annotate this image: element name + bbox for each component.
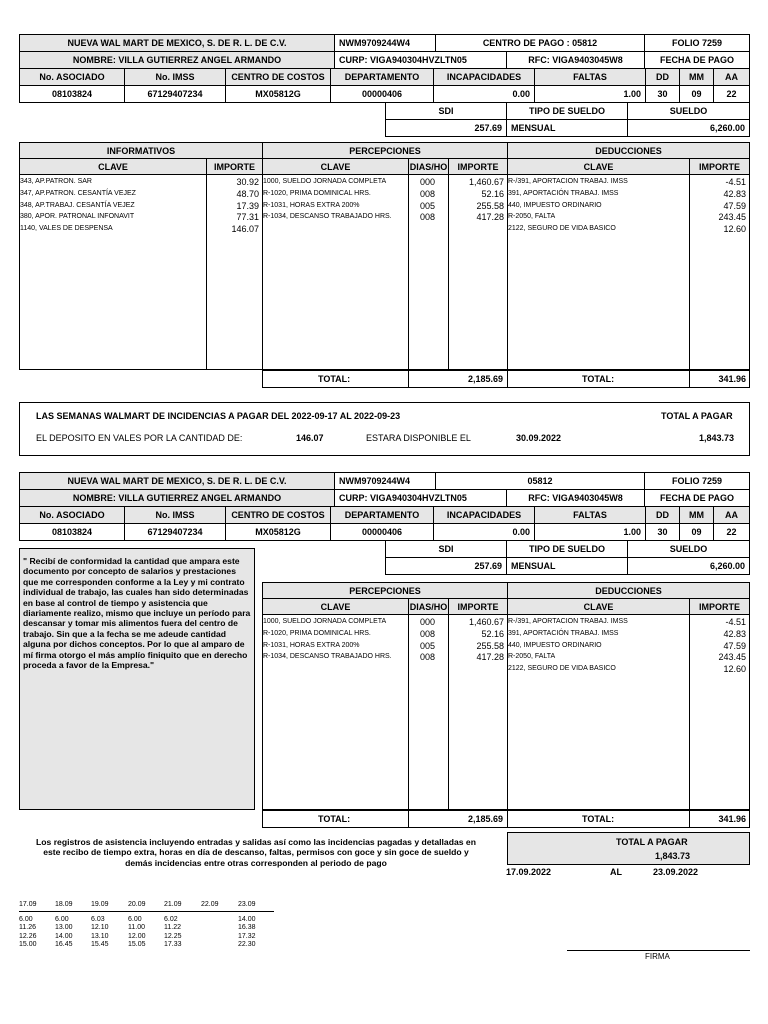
deduccion-clave: 391, APORTACIÓN TRABAJ. IMSS xyxy=(508,629,619,637)
header-incapacidades: INCAPACIDADES xyxy=(433,506,535,524)
value-mm: 09 xyxy=(679,85,714,103)
asistencia-divider xyxy=(19,911,274,912)
value-sueldo: 6,260.00 xyxy=(627,557,750,575)
header-sdi: SDI xyxy=(385,540,507,558)
percepcion-importe: 255.58 xyxy=(476,640,504,651)
header-dd: DD xyxy=(645,68,680,86)
header-asociado: No. ASOCIADO xyxy=(19,68,125,86)
value-asociado: 08103824 xyxy=(19,523,125,541)
value-tipo-sueldo: MENSUAL xyxy=(506,557,628,575)
company-rfc: NWM9709244W4 xyxy=(334,34,436,52)
value-aa: 22 xyxy=(713,85,750,103)
header-sueldo: SUELDO xyxy=(627,102,750,120)
percepcion-dias: 008 xyxy=(420,212,436,223)
deduccion-clave: R-/391, APORTACION TRABAJ. IMSS xyxy=(508,178,628,185)
total-a-pagar-label: TOTAL A PAGAR xyxy=(661,411,733,421)
asistencia-hora: 17.33 xyxy=(164,940,182,948)
asistencia-hora: 12.25 xyxy=(164,932,182,940)
value-departamento: 00000406 xyxy=(330,85,434,103)
value-incapacidades: 0.00 xyxy=(433,85,535,103)
value-centro_costos: MX05812G xyxy=(225,85,331,103)
deducciones-header: DEDUCCIONES xyxy=(507,142,750,159)
value-imss: 67129407234 xyxy=(124,523,226,541)
header-tipo-sueldo: TIPO DE SUELDO xyxy=(506,102,628,120)
value-mm: 09 xyxy=(679,523,714,541)
header-aa: AA xyxy=(713,506,750,524)
percepcion-clave: R-1034, DESCANSO TRABAJADO HRS. xyxy=(263,213,392,221)
deduccion-clave: R-/391, APORTACION TRABAJ. IMSS xyxy=(508,618,628,625)
informativo-clave: 380, APOR. PATRONAL INFONAVIT xyxy=(20,213,135,221)
asistencia-hora: 15.00 xyxy=(19,940,37,948)
percepcion-dias: 005 xyxy=(420,640,436,651)
header-aa: AA xyxy=(713,68,750,86)
informativo-importe: 30.92 xyxy=(236,177,259,187)
header-faltas: FALTAS xyxy=(534,68,646,86)
informativo-importe: 77.31 xyxy=(236,212,259,223)
asistencia-hora: 22.30 xyxy=(238,940,256,948)
deduccion-importe: 47.59 xyxy=(723,200,746,211)
informativo-importe: 48.70 xyxy=(236,188,259,199)
deduccion-importe: 243.45 xyxy=(718,212,746,223)
fecha-pago-label: FECHA DE PAGO xyxy=(644,51,750,69)
value-faltas: 1.00 xyxy=(534,85,646,103)
deduccion-importe: -4.51 xyxy=(725,177,746,187)
asistencia-hora: 6.02 xyxy=(164,916,178,923)
value-sdi: 257.69 xyxy=(385,119,507,137)
header-mm: MM xyxy=(679,506,714,524)
company-name: NUEVA WAL MART DE MEXICO, S. DE R. L. DE C.V. xyxy=(19,472,335,490)
deduccion-clave: R-2050, FALTA xyxy=(508,213,556,221)
deduccion-importe: 42.83 xyxy=(723,188,746,199)
curp: CURP: VIGA940304HVZLTN05 xyxy=(334,51,507,69)
percepcion-importe: 1,460.67 xyxy=(468,617,504,627)
percepcion-importe: 1,460.67 xyxy=(468,177,504,187)
percepcion-importe: 52.16 xyxy=(481,188,504,199)
total-ded-label: TOTAL: xyxy=(582,814,615,824)
total-a-pagar: 1,843.73 xyxy=(699,433,735,443)
percepciones-header: PERCEPCIONES xyxy=(262,582,508,599)
asistencia-hora: 14.00 xyxy=(55,932,73,940)
value-sueldo: 6,260.00 xyxy=(627,119,750,137)
value-dd: 30 xyxy=(645,523,680,541)
informativo-clave: 348, AP.TRABAJ. CESANTÍA VEJEZ xyxy=(20,201,135,209)
informativo-importe: 146.07 xyxy=(231,224,259,235)
curp: CURP: VIGA940304HVZLTN05 xyxy=(334,489,507,507)
centro-pago: CENTRO DE PAGO : 05812 xyxy=(435,34,645,52)
percepcion-clave: R-1020, PRIMA DOMINICAL HRS. xyxy=(263,629,371,637)
percepcion-dias: 008 xyxy=(420,652,436,663)
ded-clave-header: CLAVE xyxy=(507,598,690,615)
asistencia-hora: 6.00 xyxy=(55,916,69,923)
deduccion-clave: 391, APORTACIÓN TRABAJ. IMSS xyxy=(508,189,619,197)
asistencia-hora: 13.00 xyxy=(55,924,73,932)
percepciones-header: PERCEPCIONES xyxy=(262,142,508,159)
deposito-text: EL DEPOSITO EN VALES POR LA CANTIDAD DE: xyxy=(36,433,243,443)
informativo-clave: 1140, VALES DE DESPENSA xyxy=(20,225,113,233)
header-centro_costos: CENTRO DE COSTOS xyxy=(225,506,331,524)
deduccion-importe: 12.60 xyxy=(723,224,746,235)
value-departamento: 00000406 xyxy=(330,523,434,541)
percepcion-dias: 008 xyxy=(420,628,436,639)
asistencia-hora: 11.22 xyxy=(164,924,181,932)
header-asociado: No. ASOCIADO xyxy=(19,506,125,524)
deduccion-clave: 440, IMPUESTO ORDINARIO xyxy=(508,641,602,649)
periodo-hasta: 23.09.2022 xyxy=(653,867,699,877)
header-departamento: DEPARTAMENTO xyxy=(330,506,434,524)
percepcion-importe: 52.16 xyxy=(481,628,504,639)
asistencia-dia: 22.09 xyxy=(201,901,219,908)
asistencia-dia: 20.09 xyxy=(128,901,146,908)
ded-clave-header: CLAVE xyxy=(507,158,690,175)
semanas-text: LAS SEMANAS WALMART DE INCIDENCIAS A PAGAR DEL 2022-09-17 AL 2022-09-23 xyxy=(36,411,401,421)
centro-pago: 05812 xyxy=(435,472,645,490)
asistencia-hora: 15.05 xyxy=(128,940,146,948)
perc-clave-header: CLAVE xyxy=(262,598,409,615)
folio: FOLIO 7259 xyxy=(644,34,750,52)
value-faltas: 1.00 xyxy=(534,523,646,541)
ded-importe-header: IMPORTE xyxy=(689,158,750,175)
asistencia-hora: 12.26 xyxy=(19,932,37,940)
periodo-al: AL xyxy=(610,867,622,877)
asistencia-dia: 17.09 xyxy=(19,901,37,908)
asistencia-hora: 11.00 xyxy=(128,924,145,932)
asistencia-hora: 13.10 xyxy=(91,932,109,940)
asistencia-hora: 6.00 xyxy=(128,916,142,923)
informativo-clave: 343, AP.PATRON. SAR xyxy=(20,178,92,185)
value-dd: 30 xyxy=(645,85,680,103)
registros-text: Los registros de asistencia incluyendo entradas y salidas así como las incidencias pagadas y detalladas en este recibo de tiempo extra, horas en día de descanso, faltas, permisos con goce y sin goce de sueldo y demás incidencias entre otras corresponden al periodo de pago xyxy=(36,837,476,868)
value-incapacidades: 0.00 xyxy=(433,523,535,541)
percepcion-clave: R-1031, HORAS EXTRA 200% xyxy=(263,201,360,209)
informativos-header: INFORMATIVOS xyxy=(19,142,263,159)
percepcion-clave: R-1020, PRIMA DOMINICAL HRS. xyxy=(263,189,371,197)
percepcion-clave: 1000, SUELDO JORNADA COMPLETA xyxy=(263,178,387,185)
deduccion-importe: -4.51 xyxy=(725,617,746,627)
value-imss: 67129407234 xyxy=(124,85,226,103)
asistencia-hora: 6.00 xyxy=(19,916,33,923)
perc-importe-header: IMPORTE xyxy=(448,158,508,175)
header-sueldo: SUELDO xyxy=(627,540,750,558)
value-sdi: 257.69 xyxy=(385,557,507,575)
percepcion-clave: R-1031, HORAS EXTRA 200% xyxy=(263,641,360,649)
perc-dias-header: DIAS/HO xyxy=(408,598,449,615)
asistencia-hora: 11.26 xyxy=(19,924,36,932)
asistencia-hora: 16.38 xyxy=(238,924,256,932)
header-imss: No. IMSS xyxy=(124,506,226,524)
perc-importe-header: IMPORTE xyxy=(448,598,508,615)
informativo-clave: 347, AP.PATRON. CESANTÍA VEJEZ xyxy=(20,189,136,197)
ded-importe-header: IMPORTE xyxy=(689,598,750,615)
header-departamento: DEPARTAMENTO xyxy=(330,68,434,86)
header-incapacidades: INCAPACIDADES xyxy=(433,68,535,86)
total-deducciones: 341.96 xyxy=(718,814,746,824)
employee-name: NOMBRE: VILLA GUTIERREZ ANGEL ARMANDO xyxy=(19,51,335,69)
deduccion-clave: 2122, SEGURO DE VIDA BASICO xyxy=(508,225,616,233)
asistencia-dia: 21.09 xyxy=(164,901,182,908)
percepcion-dias: 008 xyxy=(420,188,436,199)
header-imss: No. IMSS xyxy=(124,68,226,86)
total-perc-label: TOTAL: xyxy=(318,374,351,384)
total-deducciones: 341.96 xyxy=(718,374,746,384)
asistencia-dia: 19.09 xyxy=(91,901,109,908)
deduccion-importe: 42.83 xyxy=(723,628,746,639)
perc-clave-header: CLAVE xyxy=(262,158,409,175)
header-mm: MM xyxy=(679,68,714,86)
asistencia-hora: 16.45 xyxy=(55,940,73,948)
deduccion-clave: 440, IMPUESTO ORDINARIO xyxy=(508,201,602,209)
perc-dias-header: DIAS/HO xyxy=(408,158,449,175)
periodo-desde: 17.09.2022 xyxy=(506,867,552,877)
asistencia-dia: 18.09 xyxy=(55,901,73,908)
asistencia-hora: 14.00 xyxy=(238,916,256,923)
rfc: RFC: VIGA9403045W8 xyxy=(506,489,645,507)
value-asociado: 08103824 xyxy=(19,85,125,103)
company-name: NUEVA WAL MART DE MEXICO, S. DE R. L. DE C.V. xyxy=(19,34,335,52)
disponible-text: ESTARA DISPONIBLE EL xyxy=(366,433,471,443)
firma-label: FIRMA xyxy=(645,952,670,961)
asistencia-hora: 15.45 xyxy=(91,940,109,948)
asistencia-hora: 12.00 xyxy=(128,932,146,940)
header-sdi: SDI xyxy=(385,102,507,120)
asistencia-hora: 6.03 xyxy=(91,916,105,923)
info-importe-header: IMPORTE xyxy=(206,158,263,175)
disponible-date: 30.09.2022 xyxy=(516,433,562,443)
percepcion-importe: 417.28 xyxy=(476,212,504,223)
employee-name: NOMBRE: VILLA GUTIERREZ ANGEL ARMANDO xyxy=(19,489,335,507)
conformidad-text: " Recibí de conformidad la cantidad que ampara este documento por concepto de salarios y prestaciones que me corresponden conforme a la Ley y mi contrato individual de trabajo, las cuales han sido determinadas en base al control de tiempo y asistencia que diariamente realizo, mismo que incluye un período para descansar y tomar mis alimentos fuera del centro de trabajo. Sin que a la fecha se me adeude cantidad alguna por dichos conceptos. Por lo que al amparo de mí firma otorgo el más amplío finiquito que en derecho proceda a favor de la Empresa." xyxy=(19,548,255,810)
fecha-pago-label: FECHA DE PAGO xyxy=(644,489,750,507)
percepcion-clave: R-1034, DESCANSO TRABAJADO HRS. xyxy=(263,653,392,661)
header-centro_costos: CENTRO DE COSTOS xyxy=(225,68,331,86)
informativo-importe: 17.39 xyxy=(236,200,259,211)
asistencia-hora: 17.32 xyxy=(238,932,256,940)
asistencia-dia: 23.09 xyxy=(238,901,256,908)
header-faltas: FALTAS xyxy=(534,506,646,524)
deposito-amount: 146.07 xyxy=(296,433,324,443)
deduccion-importe: 47.59 xyxy=(723,640,746,651)
value-tipo-sueldo: MENSUAL xyxy=(506,119,628,137)
deduccion-clave: 2122, SEGURO DE VIDA BASICO xyxy=(508,665,616,673)
percepcion-importe: 255.58 xyxy=(476,200,504,211)
info-clave-header: CLAVE xyxy=(19,158,207,175)
deduccion-importe: 12.60 xyxy=(723,664,746,675)
rfc: RFC: VIGA9403045W8 xyxy=(506,51,645,69)
value-aa: 22 xyxy=(713,523,750,541)
header-tipo-sueldo: TIPO DE SUELDO xyxy=(506,540,628,558)
company-rfc: NWM9709244W4 xyxy=(334,472,436,490)
percepcion-importe: 417.28 xyxy=(476,652,504,663)
percepcion-clave: 1000, SUELDO JORNADA COMPLETA xyxy=(263,618,387,625)
value-centro_costos: MX05812G xyxy=(225,523,331,541)
total-percepciones: 2,185.69 xyxy=(467,814,503,824)
deducciones-header: DEDUCCIONES xyxy=(507,582,750,599)
total-pagar-bottom: 1,843.73 xyxy=(655,851,691,861)
deduccion-clave: R-2050, FALTA xyxy=(508,653,556,661)
header-dd: DD xyxy=(645,506,680,524)
total-percepciones: 2,185.69 xyxy=(467,374,503,384)
total-pagar-label-bottom: TOTAL A PAGAR xyxy=(616,837,688,847)
total-perc-label: TOTAL: xyxy=(318,814,351,824)
folio: FOLIO 7259 xyxy=(644,472,750,490)
asistencia-hora: 12.10 xyxy=(91,924,109,932)
percepcion-dias: 000 xyxy=(420,177,436,187)
deduccion-importe: 243.45 xyxy=(718,652,746,663)
percepcion-dias: 000 xyxy=(420,617,436,627)
total-ded-label: TOTAL: xyxy=(582,374,615,384)
percepcion-dias: 005 xyxy=(420,200,436,211)
